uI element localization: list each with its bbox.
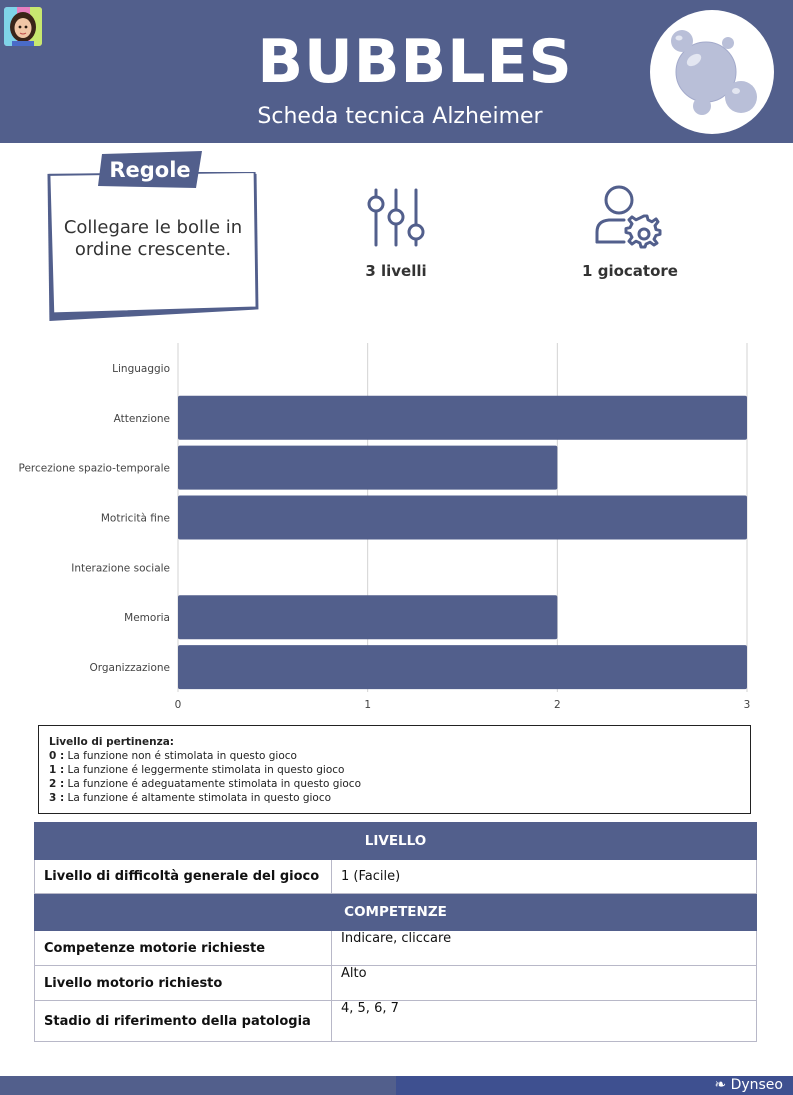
y-category-label: Organizzazione xyxy=(89,662,170,675)
motor-skills-value: Indicare, cliccare xyxy=(332,931,757,966)
motor-level-value: Alto xyxy=(332,966,757,1001)
x-tick-label: 2 xyxy=(553,699,561,711)
bar xyxy=(178,496,747,540)
players-label: 1 giocatore xyxy=(582,262,678,280)
skills-section-header: COMPETENZE xyxy=(35,894,757,931)
bar xyxy=(178,595,557,639)
difficulty-label: Livello di difficoltà generale del gioco xyxy=(35,860,332,894)
brand-name: Dynseo xyxy=(730,1077,783,1093)
table-row xyxy=(35,1001,757,1042)
y-category-label: Attenzione xyxy=(113,412,170,425)
sliders-icon xyxy=(366,187,426,253)
page-title: BUBBLES xyxy=(257,27,573,97)
y-category-label: Percezione spazio-temporale xyxy=(18,462,170,475)
table-row xyxy=(35,931,757,966)
footer-brand xyxy=(714,1077,783,1094)
y-category-label: Interazione sociale xyxy=(71,562,170,575)
legend-item: 3 : La funzione é altamente stimolata in questo gioco xyxy=(49,792,332,804)
motor-skills-label: Competenze motorie richieste xyxy=(35,931,332,966)
footer-bar-left xyxy=(0,1076,396,1095)
brand-logo-icon: ❧ xyxy=(714,1077,727,1093)
user-gear-icon xyxy=(594,184,664,254)
info-table xyxy=(34,822,757,1042)
motor-level-label: Livello motorio richiesto xyxy=(35,966,332,1001)
legend-title: Livello di pertinenza: xyxy=(49,736,174,748)
legend-item: 1 : La funzione é leggermente stimolata in questo gioco xyxy=(49,764,345,776)
rules-text: Collegare le bolle in ordine crescente. xyxy=(63,217,243,260)
table-row xyxy=(35,966,757,1001)
levels-label: 3 livelli xyxy=(365,262,427,280)
table-row xyxy=(35,860,757,894)
bubbles-logo xyxy=(650,10,774,134)
x-tick-label: 3 xyxy=(743,699,751,711)
relevance-legend xyxy=(38,725,751,814)
y-category-label: Linguaggio xyxy=(112,362,170,375)
legend-item: 2 : La funzione é adeguatamente stimolata in questo gioco xyxy=(49,778,362,790)
bar xyxy=(178,645,747,689)
relevance-bar-chart xyxy=(0,335,793,715)
legend-item: 0 : La funzione non é stimolata in questo gioco xyxy=(49,750,297,762)
y-category-label: Memoria xyxy=(124,612,170,625)
page-subtitle: Scheda tecnica Alzheimer xyxy=(257,104,543,129)
bar xyxy=(178,396,747,440)
difficulty-value: 1 (Facile) xyxy=(332,860,757,894)
x-tick-label: 0 xyxy=(174,699,182,711)
y-category-label: Motricità fine xyxy=(100,512,170,525)
rules-label: Regole xyxy=(109,158,191,182)
pathology-stage-value: 4, 5, 6, 7 xyxy=(332,1001,757,1042)
pathology-stage-label: Stadio di riferimento della patologia xyxy=(35,1001,332,1042)
x-tick-label: 1 xyxy=(364,699,372,711)
bar xyxy=(178,446,557,490)
level-section-header: LIVELLO xyxy=(35,823,757,860)
